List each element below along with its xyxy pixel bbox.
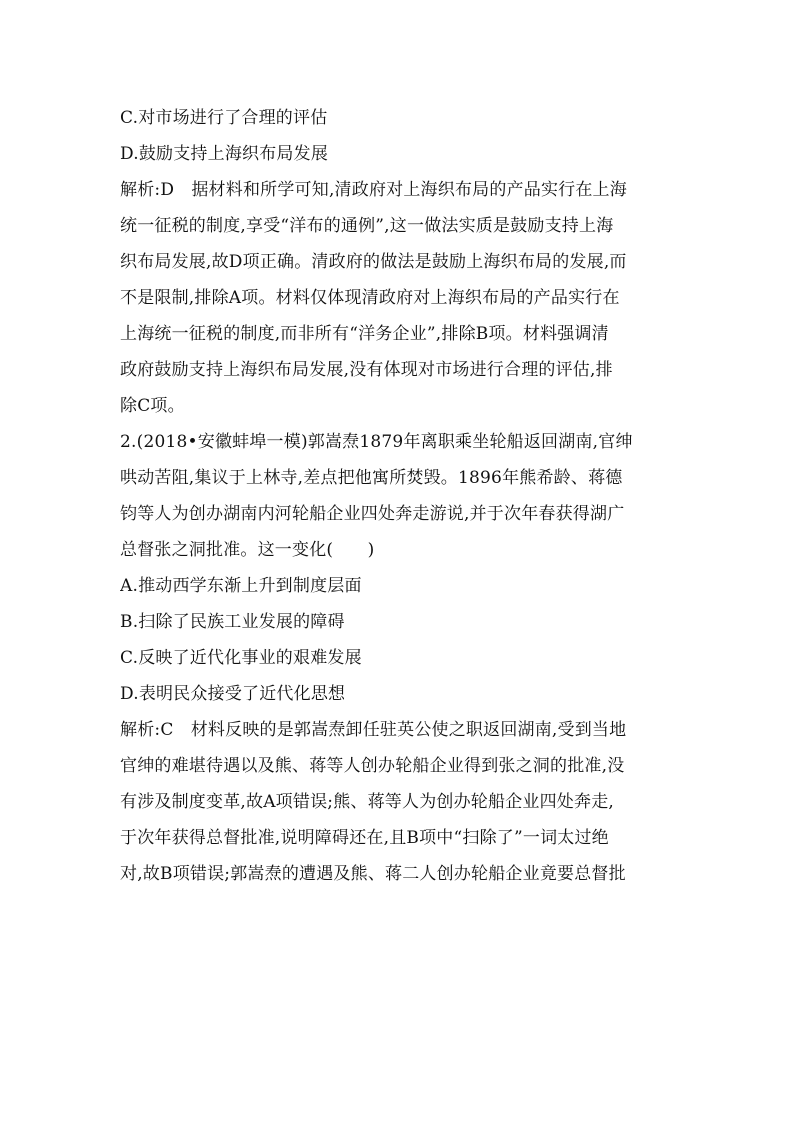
analysis-q2-line-4: 于次年获得总督批准,说明障碍还在,且B项中“扫除了”一词太过绝 xyxy=(120,828,609,848)
analysis-q1-line-5: 上海统一征税的制度,而非所有“洋务企业”,排除B项。材料强调清 xyxy=(120,324,609,344)
option-d-q2: D.表明民众接受了近代化思想 xyxy=(120,684,346,704)
question-2-line-4: 总督张之洞批准。这一变化( ) xyxy=(120,540,375,560)
question-2-line-2: 哄动苦阻,集议于上林寺,差点把他寓所焚毁。1896年熊希龄、蒋德 xyxy=(120,468,623,488)
analysis-q2-line-1: 解析:C 材料反映的是郭嵩焘卸任驻英公使之职返回湖南,受到当地 xyxy=(120,720,627,740)
analysis-q1-line-2: 统一征税的制度,享受“洋布的通例”,这一做法实质是鼓励支持上海 xyxy=(120,216,614,236)
question-2-line-3: 钧等人为创办湖南内河轮船企业四处奔走游说,并于次年春获得湖广 xyxy=(120,504,625,524)
option-c-q1: C.对市场进行了合理的评估 xyxy=(120,108,328,128)
analysis-q1-line-3: 织布局发展,故D项正确。清政府的做法是鼓励上海织布局的发展,而 xyxy=(120,252,627,272)
option-b-q2: B.扫除了民族工业发展的障碍 xyxy=(120,612,345,632)
analysis-q1-line-4: 不是限制,排除A项。材料仅体现清政府对上海织布局的产品实行在 xyxy=(120,288,620,308)
analysis-q1-line-1: 解析:D 据材料和所学可知,清政府对上海织布局的产品实行在上海 xyxy=(120,180,627,200)
analysis-q2-line-2: 官绅的难堪待遇以及熊、蒋等人创办轮船企业得到张之洞的批准,没 xyxy=(120,756,625,776)
analysis-q1-line-7: 除C项。 xyxy=(120,396,185,416)
option-d-q1: D.鼓励支持上海织布局发展 xyxy=(120,144,329,164)
option-a-q2: A.推动西学东渐上升到制度层面 xyxy=(120,576,362,596)
analysis-q1-line-6: 政府鼓励支持上海织布局发展,没有体现对市场进行合理的评估,排 xyxy=(120,360,613,380)
analysis-q2-line-5: 对,故B项错误;郭嵩焘的遭遇及熊、蒋二人创办轮船企业竟要总督批 xyxy=(120,864,626,884)
question-2-line-1: 2.(2018•安徽蚌埠一模)郭嵩焘1879年离职乘坐轮船返回湖南,官绅 xyxy=(120,432,633,452)
analysis-q2-line-3: 有涉及制度变革,故A项错误;熊、蒋等人为创办轮船企业四处奔走, xyxy=(120,792,615,812)
option-c-q2: C.反映了近代化事业的艰难发展 xyxy=(120,648,362,668)
document-page xyxy=(120,100,676,892)
